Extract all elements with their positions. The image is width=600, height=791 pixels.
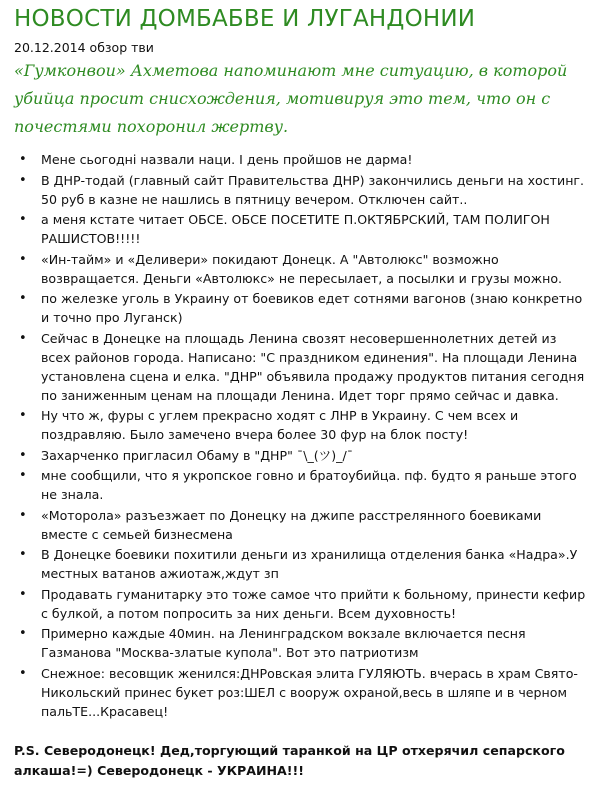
quote-text: «Гумконвои» Ахметова напоминают мне ситуацию, в которой убийца просит снисхождения, мотивируя это тем, что он с почестями похоронил жертву. xyxy=(14,61,568,136)
list-item-text: В ДНР-тодай (главный сайт Правительства ДНР) закончились деньги на хостинг. 50 руб в казне не нашлись в пятницу вечером. Отключен сайт.. xyxy=(41,172,585,207)
list-item xyxy=(14,624,588,662)
bullet-icon: • xyxy=(19,212,27,227)
list-item xyxy=(14,506,588,544)
list-item xyxy=(14,329,588,405)
bullet-icon: • xyxy=(19,251,27,267)
bullet-icon: • xyxy=(19,152,27,167)
list-item xyxy=(14,406,588,444)
bullet-icon: • xyxy=(19,447,27,463)
list-item-text: мне сообщили, что я укропское говно и братоубийца. пф. будто я раньше этого не знала. xyxy=(41,468,577,502)
bullet-icon: • xyxy=(19,468,27,483)
bullet-icon: • xyxy=(19,665,27,681)
bullet-icon: • xyxy=(19,626,27,641)
bullet-icon: • xyxy=(19,507,27,523)
list-item-text: Примерно каждые 40мин. на Ленинградском вокзале включается песня Газманова "Москва-златые купола". Вот это патриотизм xyxy=(41,626,526,660)
list-item-text: Мене сьогодні назвали наци. І день пройшов не дарма! xyxy=(41,152,413,167)
list-item xyxy=(14,466,588,504)
postscript: P.S. Северодонецк! Дед,торгующий таранкой на ЦР отхерячил сепарского алкаша!=) Северодонецк - УКРАИНА!!! xyxy=(14,743,565,778)
list-item-text: Ну что ж, фуры с углем прекрасно ходят с ЛНР в Украину. С чем всех и поздравляю. Было замечено вчера более 30 фур на блок посту! xyxy=(41,408,519,442)
post-date: 20.12.2014 обзор тви xyxy=(14,40,154,55)
page-title: НОВОСТИ ДОМБАБВЕ И ЛУГАНДОНИИ xyxy=(14,6,476,32)
list-item xyxy=(14,250,588,288)
bullet-icon: • xyxy=(19,330,27,346)
list-item-text: «Моторола» разъезжает по Донецку на джипе расстрелянного боевиками вместе с семьей бизнесмена xyxy=(41,507,542,542)
list-item xyxy=(14,585,588,623)
list-item xyxy=(14,171,588,209)
bullet-icon: • xyxy=(19,172,27,188)
bullet-icon: • xyxy=(19,586,27,602)
bullet-icon: • xyxy=(19,291,27,306)
list-item-text: В Донецке боевики похитили деньги из хранилища отделения банка «Надра».У местных ватанов ажиотаж,ждут зп xyxy=(41,547,578,581)
list-item xyxy=(14,150,588,169)
list-item xyxy=(14,664,588,721)
news-list xyxy=(14,150,588,722)
list-item-text: Сейчас в Донецке на площадь Ленина свозят несовершеннолетних детей из всех районов города. Написано: "С праздником единения". На площади Ленина установлена сцена и елка. "ДНР" объявила продажу продуктов питания сегодня по заниженным ценам на площади Ленина. Идет торг прямо сейчас и давка. xyxy=(41,330,585,403)
list-item-text: Снежное: весовщик женился:ДНРовская элита ГУЛЯЮТЬ. вчерась в храм Свято-Никольский принес букет роз:ШЕЛ с вооруж охраной,весь в шляпе и в черном пальТЕ...Красавец! xyxy=(41,665,578,719)
list-item-text: Продавать гуманитарку это тоже самое что прийти к больному, принести кефир с булкой, а потом попросить за них деньги. Всем духовность! xyxy=(41,586,586,621)
list-item xyxy=(14,210,588,248)
bullet-icon: • xyxy=(19,547,27,562)
list-item-text: Захарченко пригласил Обаму в "ДНР" ¯\_(ツ)_/¯ xyxy=(41,447,354,463)
bullet-icon: • xyxy=(19,408,27,423)
list-item-text: по железке уголь в Украину от боевиков едет сотнями вагонов (знаю конкретно и точно про Луганск) xyxy=(41,291,583,325)
list-item xyxy=(14,289,588,327)
list-item xyxy=(14,446,588,465)
list-item-text: а меня кстате читает ОБСЕ. ОБСЕ ПОСЕТИТЕ П.ОКТЯБРСКИЙ, ТАМ ПОЛИГОН РАШИСТОВ!!!!! xyxy=(41,212,550,246)
list-item-text: «Ин-тайм» и «Деливери» покидают Донецк. А "Автолюкс" возможно возвращается. Деньги «Автолюкс» не пересылает, а посылки и грузы можно. xyxy=(41,251,563,286)
list-item xyxy=(14,545,588,583)
